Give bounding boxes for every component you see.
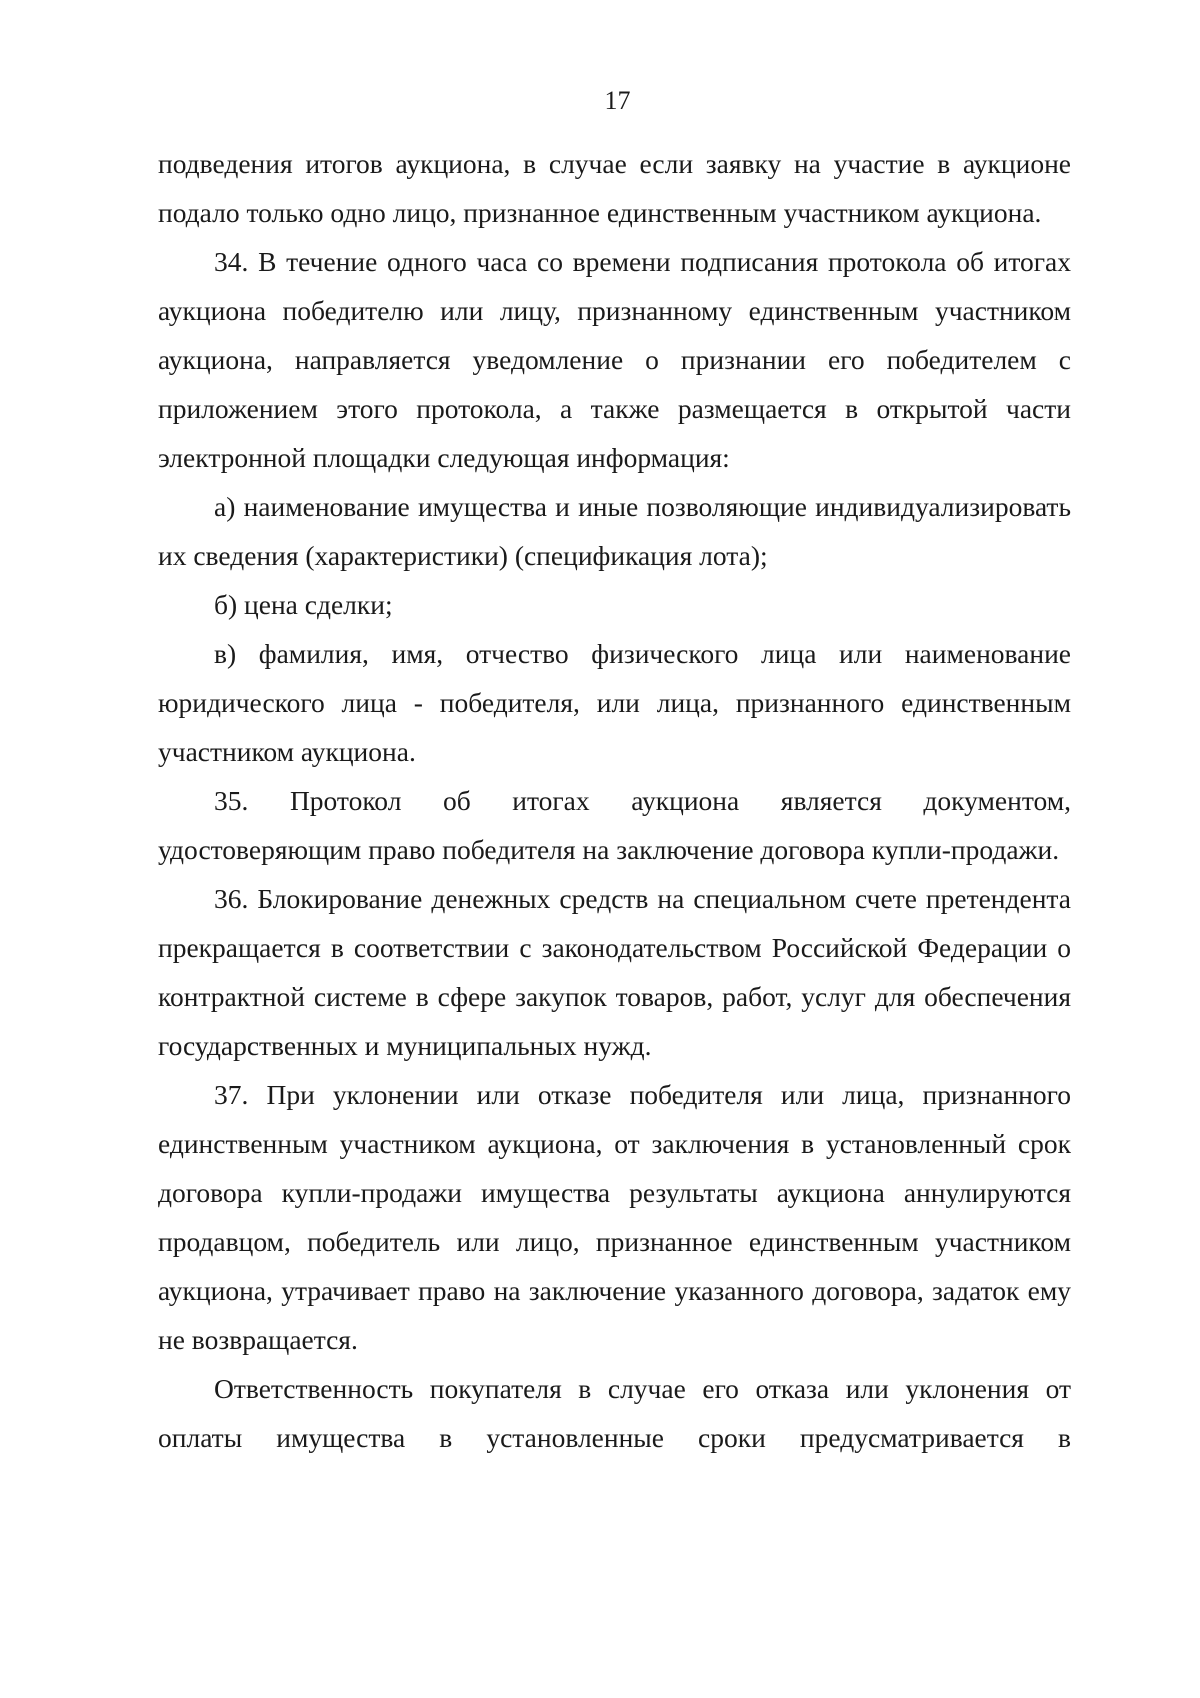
paragraph-item-36: 36. Блокирование денежных средств на специальном счете претендента прекращается в соответствии с законодательством Российской Федерации о контрактной системе в сфере закупок товаров, работ, услуг для обеспечения государственных и муниципальных нужд.: [158, 883, 1071, 1061]
paragraph-item-35: 35. Протокол об итогах аукциона является документом, удостоверяющим право победителя на заключение договора купли-продажи.: [158, 785, 1071, 865]
paragraph-subitem-v: в) фамилия, имя, отчество физического лица или наименование юридического лица - победителя, или лица, признанного единственным участником аукциона.: [158, 638, 1071, 767]
paragraph-item-37: 37. При уклонении или отказе победителя или лица, признанного единственным участником аукциона, от заключения в установленный срок договора купли-продажи имущества результаты аукциона аннулируются продавцом, победитель или лицо, признанное единственным участником аукциона, утрачивает право на заключение указанного договора, задаток ему не возвращается.: [158, 1079, 1071, 1355]
document-body: [158, 139, 1071, 1462]
paragraph-subitem-b: б) цена сделки;: [214, 589, 393, 620]
paragraph-responsibility: Ответственность покупателя в случае его отказа или уклонения от оплаты имущества в установленные сроки предусматривается в: [158, 1373, 1071, 1453]
paragraph-continuation: подведения итогов аукциона, в случае если заявку на участие в аукционе подало только одно лицо, признанное единственным участником аукциона.: [158, 148, 1071, 228]
paragraph-item-34: 34. В течение одного часа со времени подписания протокола об итогах аукциона победителю или лицу, признанному единственным участником аукциона, направляется уведомление о признании его победителем с приложением этого протокола, а также размещается в открытой части электронной площадки следующая информация:: [158, 246, 1071, 473]
page-number: 17: [604, 86, 631, 115]
paragraph-subitem-a: а) наименование имущества и иные позволяющие индивидуализировать их сведения (характеристики) (спецификация лота);: [158, 491, 1071, 571]
